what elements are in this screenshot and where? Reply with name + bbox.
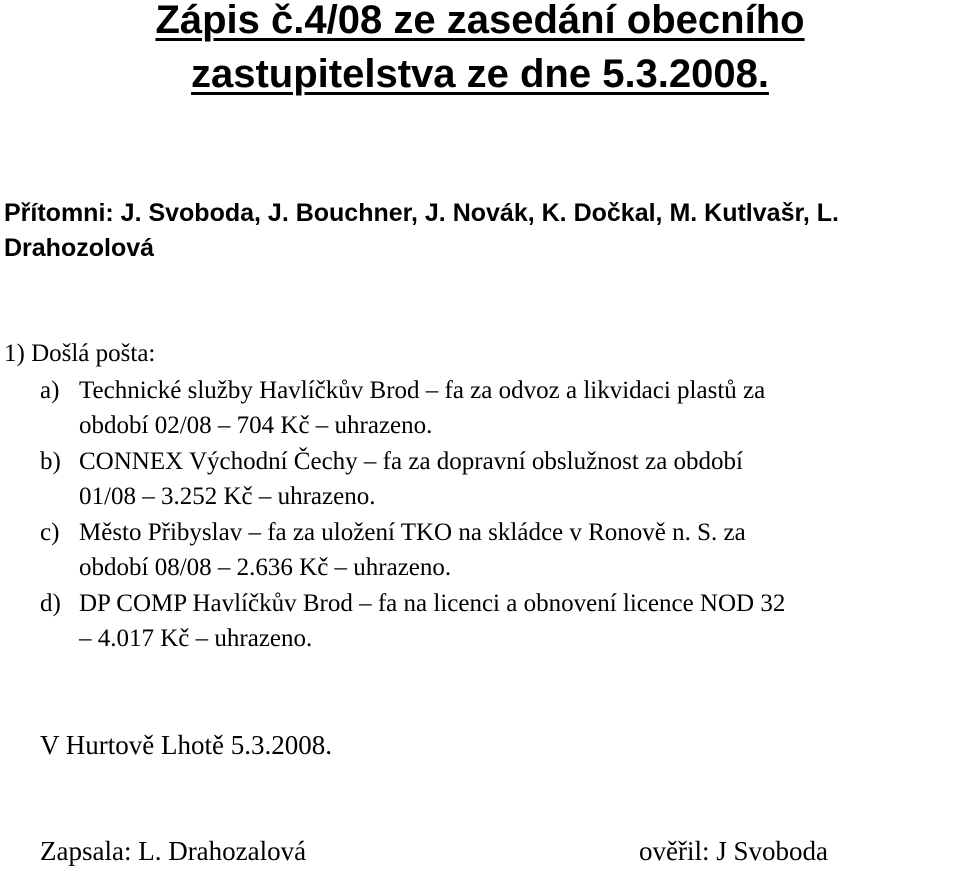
- list-item-continuation: – 4.017 Kč – uhrazeno.: [79, 625, 313, 652]
- verified-by: ověřil: J Svoboda: [639, 836, 828, 866]
- attendees-line-1: Přítomni: J. Svoboda, J. Bouchner, J. Novák, K. Dočkal, M. Kutlvašr, L.: [4, 199, 839, 227]
- list-item-label: c): [40, 519, 60, 546]
- list-item-label: a): [40, 377, 60, 404]
- list-item-label: b): [40, 448, 61, 475]
- list-item-continuation: 01/08 – 3.252 Kč – uhrazeno.: [79, 483, 376, 510]
- list-item-continuation: období 02/08 – 704 Kč – uhrazeno.: [79, 412, 433, 439]
- list-item-text: Město Přibyslav – fa za uložení TKO na skládce v Ronově n. S. za: [79, 519, 746, 546]
- attendees-line-2: Drahozolová: [4, 234, 155, 262]
- section-heading: 1) Došlá pošta:: [4, 340, 156, 367]
- list-item-text: Technické služby Havlíčkův Brod – fa za odvoz a likvidaci plastů za: [79, 377, 766, 404]
- place-and-date: V Hurtově Lhotě 5.3.2008.: [40, 730, 332, 760]
- list-item-continuation: období 08/08 – 2.636 Kč – uhrazeno.: [79, 554, 452, 581]
- document-title-line-2: zastupitelstva ze dne 5.3.2008.: [190, 52, 770, 96]
- list-item-label: d): [40, 590, 61, 617]
- recorded-by: Zapsala: L. Drahozalová: [40, 836, 307, 866]
- list-item-text: DP COMP Havlíčkův Brod – fa na licenci a obnovení licence NOD 32: [79, 590, 786, 617]
- document-title-line-1: Zápis č.4/08 ze zasedání obecního: [155, 0, 805, 42]
- list-item-text: CONNEX Východní Čechy – fa za dopravní obslužnost za období: [79, 448, 743, 475]
